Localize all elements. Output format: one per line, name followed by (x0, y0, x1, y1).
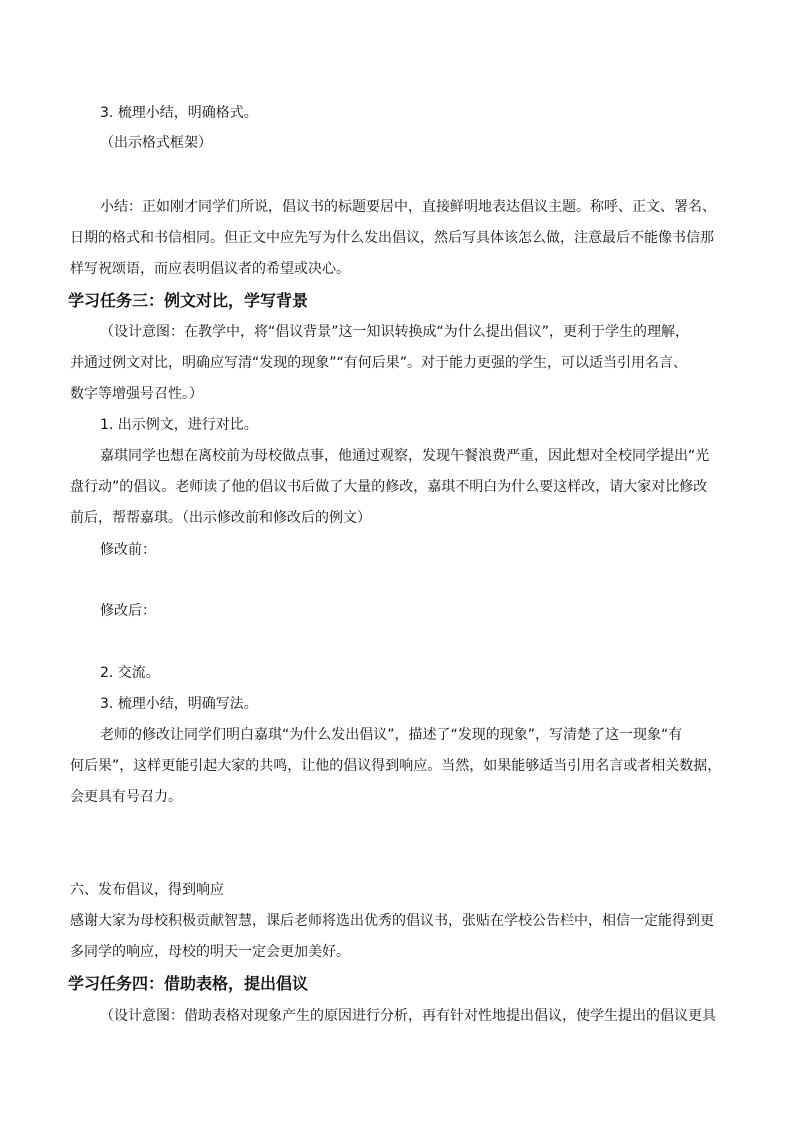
method-summary-line-2: 何后果”，这样更能引起大家的共鸣，让他的倡议得到响应。当然，如果能够适当引用名言或者相关数据， (70, 758, 722, 774)
design-intent-4-line-1: （设计意图：借助表格对现象产生的原因进行分析，再有针对性地提出倡议，使学生提出的倡议更具 (100, 1008, 716, 1024)
before-revision-label: 修改前： (100, 542, 156, 558)
task-4-heading: 学习任务四：借助表格，提出倡议 (68, 974, 309, 993)
method-summary-line-3: 会更具有号召力。 (70, 789, 182, 805)
section-6-heading: 六、发布倡议，得到响应 (70, 882, 224, 898)
step-3-method: 3. 梳理小结，明确写法。 (100, 696, 258, 712)
design-intent-3-line-1: （设计意图：在教学中，将“倡议背景”这一知识转换成“为什么提出倡议”，更利于学生的理解， (100, 324, 690, 340)
step-3-format: 3. 梳理小结，明确格式。 (100, 105, 258, 121)
summary-line-2: 日期的格式和书信相同。但正文中应先写为什么发出倡议，然后写具体该怎么做，注意最后不能像书信那 (70, 230, 714, 246)
example-paragraph-line-1: 嘉琪同学也想在离校前为母校做点事，他通过观察，发现午餐浪费严重，因此想对全校同学提出“光 (100, 448, 710, 464)
example-paragraph-line-3: 前后，帮帮嘉琪。（出示修改前和修改后的例文） (70, 510, 371, 526)
after-revision-label: 修改后： (100, 603, 156, 619)
step-1-compare: 1. 出示例文，进行对比。 (100, 417, 258, 433)
method-summary-line-1: 老师的修改让同学们明白嘉琪“为什么发出倡议”，描述了“发现的现象”，写清楚了这一现象“有 (100, 727, 683, 743)
task-3-heading: 学习任务三：例文对比，学写背景 (68, 291, 309, 310)
design-intent-3-line-2: 并通过例文对比，明确应写清“发现的现象”“有何后果”。对于能力更强的学生，可以适当引用名言、 (70, 355, 688, 371)
example-paragraph-line-2: 盘行动”的倡议。老师读了他的倡议书后做了大量的修改，嘉琪不明白为什么要这样改，请大家对比修改 (70, 479, 708, 495)
section-6-line-1: 感谢大家为母校积极贡献智慧，课后老师将选出优秀的倡议书，张贴在学校公告栏中，相信一定能得到更 (70, 913, 714, 929)
summary-line-3: 样写祝颂语，而应表明倡议者的希望或决心。 (70, 261, 350, 277)
format-frame-note: （出示格式框架） (100, 135, 212, 151)
section-6-line-2: 多同学的响应，母校的明天一定会更加美好。 (70, 944, 350, 960)
step-2-exchange: 2. 交流。 (100, 665, 160, 681)
design-intent-3-line-3: 数字等增强号召性。） (70, 386, 203, 402)
summary-line-1: 小结：正如刚才同学们所说，倡议书的标题要居中，直接鲜明地表达倡议主题。称呼、正文、署名、 (100, 199, 716, 215)
